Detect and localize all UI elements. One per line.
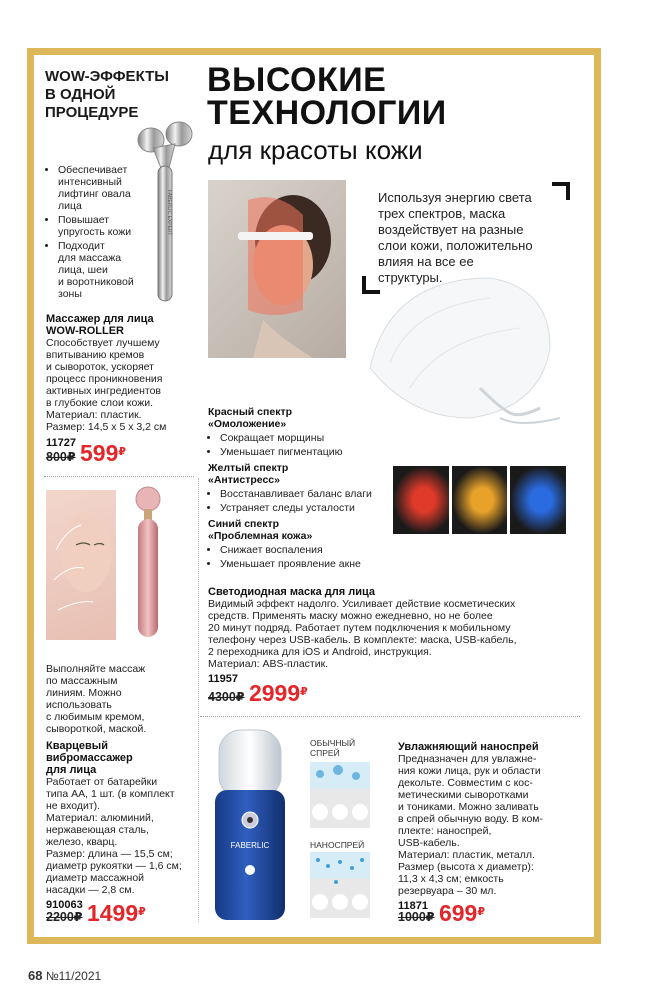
nano-spray-image [205, 728, 295, 926]
nano-spray-illustration [310, 852, 370, 918]
vibro-name: Кварцевый вибромассажер для лица [46, 740, 133, 776]
model-with-mask [208, 180, 346, 358]
mask-tile-blue [510, 466, 566, 534]
intro-text: Используя энергию света трех спектров, маска воздействует на разные слои кожи, положительно влияя на все ее структуры. [378, 190, 533, 285]
spectrum-blue: Синий спектр «Проблемная кожа» • Снижает воспаления • Уменьшает проявление акне [208, 518, 398, 570]
mask-name: Светодиодная маска для лица [208, 586, 376, 598]
spectra-list [208, 406, 398, 572]
spectrum-red: Красный спектр «Омоложение» • Сокращает морщины • Уменьшает пигментацию [208, 406, 398, 458]
divider [44, 476, 194, 477]
vibro-face-photo [46, 490, 116, 640]
label-nano-spray: НАНОСПРЕЙ [310, 840, 365, 850]
page-number: 68 [28, 968, 43, 983]
column-divider [198, 478, 199, 922]
spray-name: Увлажняющий наноспрей [398, 741, 539, 753]
spray-code: 11871 [398, 900, 428, 912]
massage-lines [46, 490, 116, 640]
quartz-massager-image [120, 485, 180, 645]
roller-name: Массажер для лица WOW-ROLLER [46, 313, 154, 337]
page-footer [28, 968, 101, 983]
left-header: WOW-ЭФФЕКТЫ В ОДНОЙ ПРОЦЕДУРЕ [45, 68, 169, 121]
label-regular-spray: ОБЫЧНЫЙ СПРЕЙ [310, 738, 356, 758]
divider [200, 716, 580, 717]
mask-color-tiles [393, 466, 566, 534]
roller-bullets: • Обеспечивает интенсивный лифтинг овала лица • Повышает упругость кожи • Подходит для массажа лица, шеи и воротниковой зоны [46, 164, 146, 302]
roller-price: 800₽ 599₽ [46, 440, 127, 466]
roller-desc: Способствует лучшему впитыванию кремов и сывороток, ускоряет процесс проникновения активных ингредиентов в глубокие слои кожи. Материал: пластик. Размер: 14,5 х 5 х 3,2 см [46, 337, 167, 433]
mask-code: 11957 [208, 673, 238, 685]
vibro-code: 910063 [46, 899, 83, 911]
spray-desc: Предназначен для увлажне- ния кожи лица, рук и области декольте. Совместим с кос- метическими сыворотками и тониками. Можно заливать в спрей обычную воду. В ком- плекте: наноспрей, USB-кабель. Материал: пластик, металл. Размер (высота х диаметр): 11,3 х 4,3 см; емкость резервуара – 30 мл. [398, 753, 544, 897]
issue-number: №11/2021 [45, 969, 102, 983]
wow-roller-image [135, 118, 195, 308]
mask-tile-yellow [452, 466, 508, 534]
spray-info [398, 741, 578, 912]
mask-info [208, 586, 548, 685]
page-title: ВЫСОКИЕ ТЕХНОЛОГИИ [207, 61, 447, 132]
vibro-price: 2200₽ 1499₽ [46, 900, 146, 926]
regular-spray-illustration [310, 762, 370, 828]
spectrum-yellow: Желтый спектр «Антистресс» • Восстанавливает баланс влаги • Устраняет следы усталости [208, 462, 398, 514]
roller-code: 11727 [46, 437, 76, 449]
svg-text:FABERLIC: FABERLIC [230, 841, 270, 850]
vibro-desc: Работает от батарейки типа АА, 1 шт. (в комплект не входит). Материал: алюминий, нержавеющая сталь, железо, кварц. Размер: длина — 15,5 см; диаметр рукоятки — 1,6 см; диаметр массажной насадки — 2,8 см. [46, 776, 182, 896]
spray-price: 1000₽ 699₽ [398, 900, 485, 926]
vibro-tip: Выполняйте массаж по массажным линиям. Можно использовать с любимым кремом, сывороткой, маской. [46, 663, 147, 735]
roller-info [46, 313, 196, 449]
page-subtitle: для красоты кожи [208, 135, 423, 165]
svg-text:FABERLIC EXPERT: FABERLIC EXPERT [166, 190, 172, 236]
mask-price: 4300₽ 2999₽ [208, 680, 308, 706]
mask-model-photo [208, 180, 346, 358]
mask-desc: Видимый эффект надолго. Усиливает действие косметических средств. Применять маску можно ежедневно, но не более 20 минут подряд. Работает путем подключения к мобильному телефону через USB-кабель. В комплекте: маска, USB-кабель, 2 переходника для iOS и Android, инструкция. Материал: ABS-пластик. [208, 598, 517, 670]
mask-tile-red [393, 466, 449, 534]
vibro-info [46, 740, 196, 911]
